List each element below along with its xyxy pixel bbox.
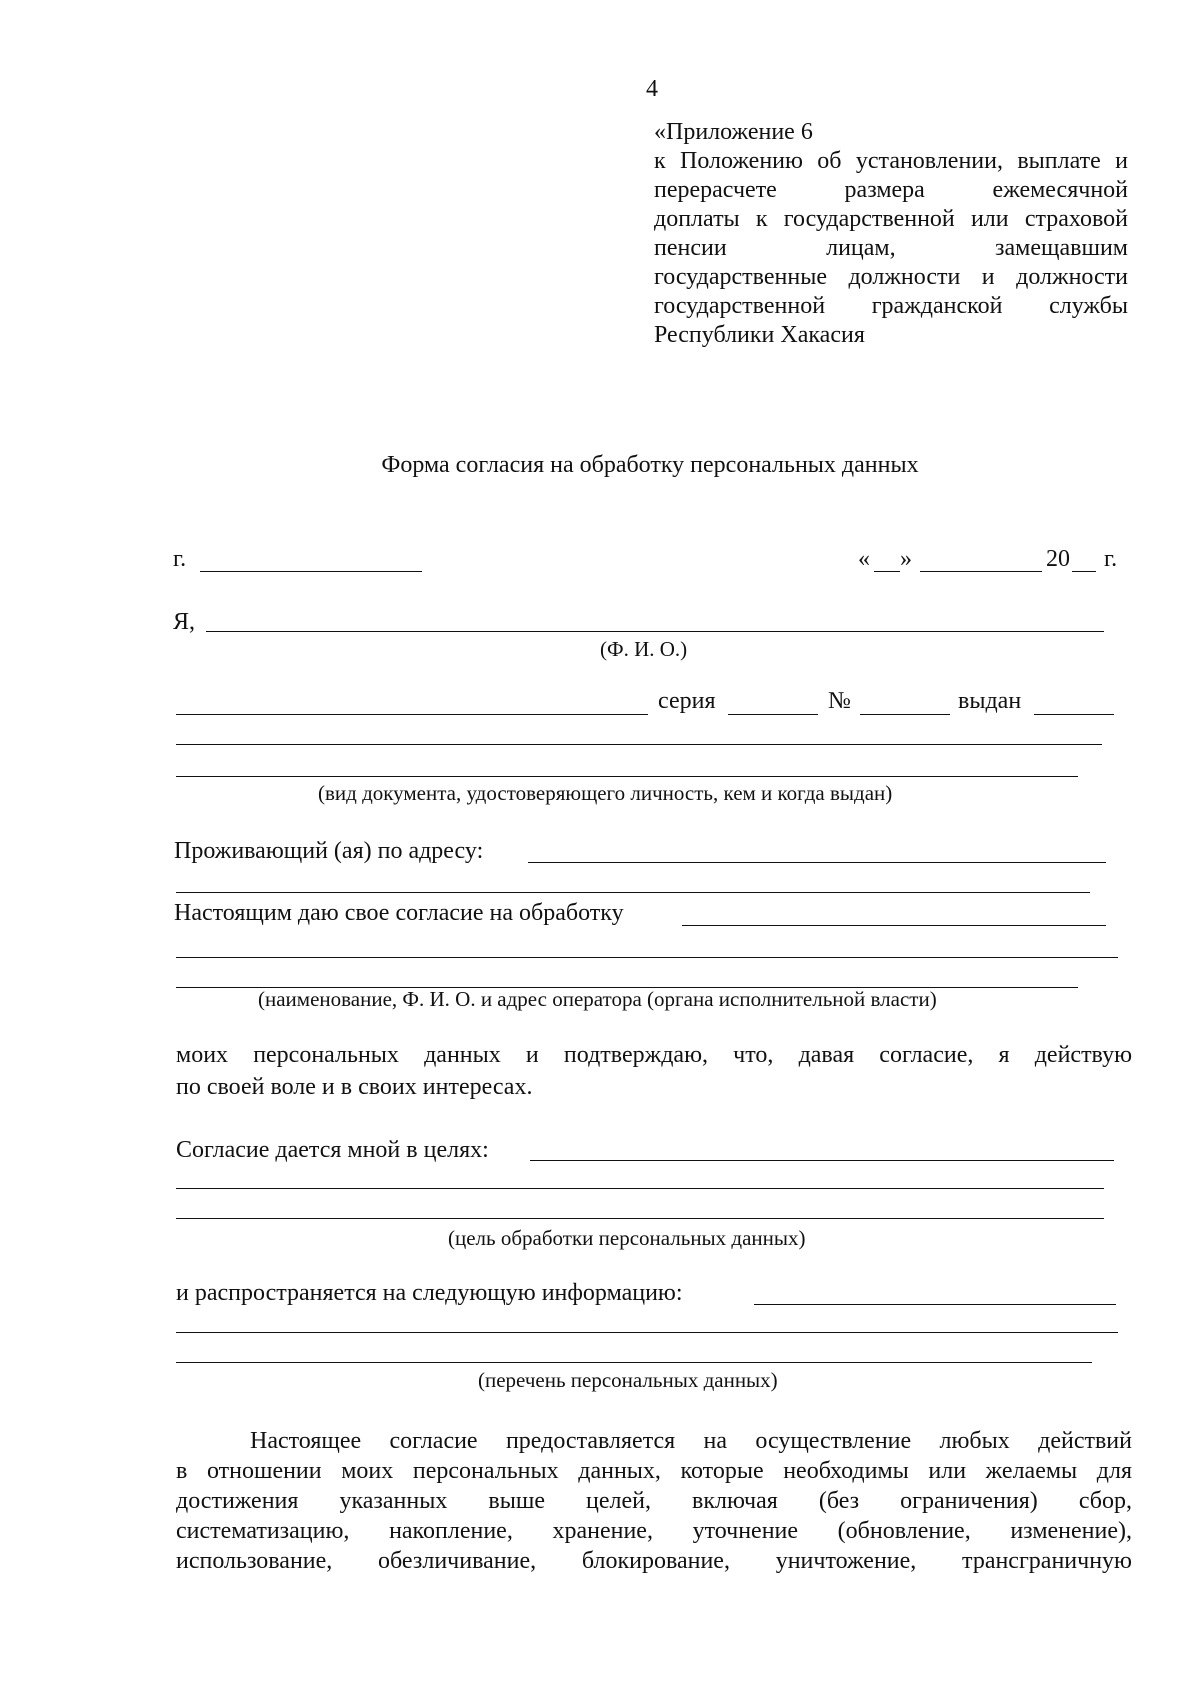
document-caption: (вид документа, удостоверяющего личность, кем и когда выдан) [318,781,893,805]
operator-field-1[interactable] [682,925,1106,926]
operator-caption: (наименование, Ф. И. О. и адрес оператора (органа исполнительной власти) [258,987,937,1011]
date-close-quote: » [900,546,912,572]
year-field[interactable] [1072,571,1096,572]
appendix-line: пенсии лицам, замещавшим [654,235,1128,261]
purpose-field-2[interactable] [176,1188,1104,1189]
paragraph-line: достижения указанных выше целей, включая (без ограничения) сбор, [176,1488,1132,1514]
consent-label: Настоящим даю свое согласие на обработку [174,900,624,926]
appendix-line: перерасчете размера ежемесячной [654,177,1128,203]
purpose-field-1[interactable] [530,1160,1114,1161]
purpose-label: Согласие дается мной в целях: [176,1137,489,1163]
number-field[interactable] [860,714,950,715]
fio-prefix: Я, [173,609,196,635]
series-label: серия [658,688,716,714]
city-field[interactable] [200,571,422,572]
info-label: и распространяется на следующую информацию: [176,1280,683,1306]
month-field[interactable] [920,571,1042,572]
number-label: № [828,688,851,714]
fio-caption: (Ф. И. О.) [600,637,688,661]
info-field-1[interactable] [754,1304,1116,1305]
address-field-2[interactable] [176,892,1090,893]
paragraph-line: систематизацию, накопление, хранение, уточнение (обновление, изменение), [176,1518,1132,1544]
purpose-caption: (цель обработки персональных данных) [448,1226,806,1250]
appendix-line: Республики Хакасия [654,322,865,348]
appendix-line: «Приложение 6 [654,119,813,145]
year-suffix: г. [1104,546,1118,572]
address-field-1[interactable] [528,862,1106,863]
form-title: Форма согласия на обработку персональных данных [381,452,919,478]
fio-field[interactable] [206,631,1104,632]
info-field-2[interactable] [176,1332,1118,1333]
paragraph-line: использование, обезличивание, блокирование, уничтожение, трансграничную [176,1548,1132,1574]
paragraph-line: Настоящее согласие предоставляется на осуществление любых действий [250,1428,1132,1454]
issued-label: выдан [958,688,1022,714]
appendix-line: государственные должности и должности [654,264,1128,290]
day-field[interactable] [874,571,900,572]
consent-continuation-line: моих персональных данных и подтверждаю, что, давая согласие, я действую [176,1042,1132,1068]
info-caption: (перечень персональных данных) [478,1368,778,1392]
purpose-field-3[interactable] [176,1218,1104,1219]
year-prefix: 20 [1046,546,1070,572]
date-open-quote: « [858,546,870,572]
document-details-field-2[interactable] [176,776,1078,777]
document-type-field[interactable] [176,714,648,715]
series-field[interactable] [728,714,818,715]
page-number: 4 [646,76,658,102]
consent-continuation-line: по своей воле и в своих интересах. [176,1074,533,1100]
appendix-line: государственной гражданской службы [654,293,1128,319]
info-field-3[interactable] [176,1362,1092,1363]
paragraph-line: в отношении моих персональных данных, которые необходимы или желаемы для [176,1458,1132,1484]
city-prefix: г. [173,546,187,572]
document-details-field-1[interactable] [176,744,1102,745]
appendix-line: доплаты к государственной или страховой [654,206,1128,232]
address-label: Проживающий (ая) по адресу: [174,838,484,864]
appendix-line: к Положению об установлении, выплате и [654,148,1128,174]
operator-field-2[interactable] [176,957,1118,958]
issued-field[interactable] [1034,714,1114,715]
